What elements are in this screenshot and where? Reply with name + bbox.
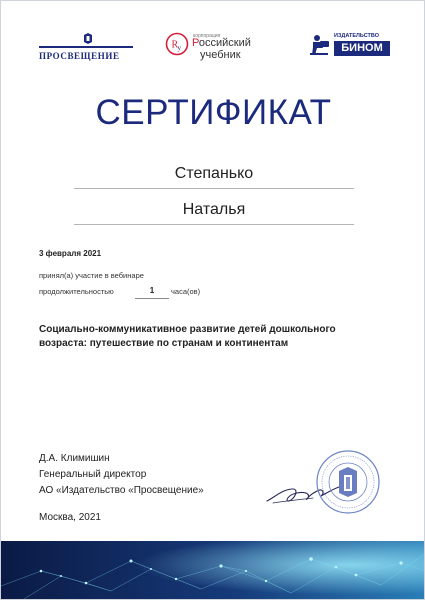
duration-unit: часа(ов): [171, 287, 201, 296]
participation-text: принял(а) участие в вебинаре: [39, 271, 144, 280]
svg-text:R: R: [171, 39, 179, 51]
prosveshchenie-emblem-icon: [83, 33, 93, 44]
ru-logo-first-letter: Р: [192, 37, 199, 49]
prosveshchenie-logo-text: ПРОСВЕЩЕНИЕ: [39, 51, 120, 61]
recipient-first-name: Наталья: [182, 201, 246, 218]
first-name-underline: [74, 224, 354, 225]
company-seal: [315, 449, 381, 515]
webinar-title: Социально-коммуникативное развитие детей дошкольного возраста: путешествие по странам и континентам: [39, 324, 336, 349]
recipient-surname: Степанько: [174, 165, 254, 182]
binom-name-plate: БИНОМ: [334, 41, 390, 56]
binom-reader-icon: [307, 33, 331, 57]
ru-logo-corp-label: корпорация: [193, 33, 221, 39]
event-date: 3 февраля 2021: [39, 249, 102, 258]
signatory-name: Д.А. Климишин: [39, 453, 110, 464]
surname-underline: [74, 188, 354, 189]
ru-logo-line1: [192, 37, 251, 49]
decorative-network-banner: [1, 541, 425, 600]
city-year: Москва, 2021: [39, 512, 101, 523]
rossiyskiy-uchebnik-logo: [165, 32, 285, 62]
signatory-position: Генеральный директор: [39, 469, 147, 480]
certificate-title: СЕРТИФИКАТ: [95, 93, 332, 132]
duration-label: продолжительностью: [39, 287, 114, 296]
svg-text:y: y: [177, 44, 181, 52]
duration-underline: [135, 298, 169, 299]
signatory-organization: АО «Издательство «Просвещение»: [39, 485, 204, 496]
prosveshchenie-logo: [39, 33, 137, 63]
binom-logo: [307, 32, 391, 62]
ru-logo-line1-rest: оссийский: [198, 37, 251, 49]
ru-logo-line2: учебник: [200, 49, 241, 61]
binom-publisher-label: ИЗДАТЕЛЬСТВО: [334, 33, 380, 39]
duration-value: 1: [149, 286, 155, 295]
logo-underline: [39, 46, 133, 48]
ru-emblem-icon: [165, 32, 189, 56]
